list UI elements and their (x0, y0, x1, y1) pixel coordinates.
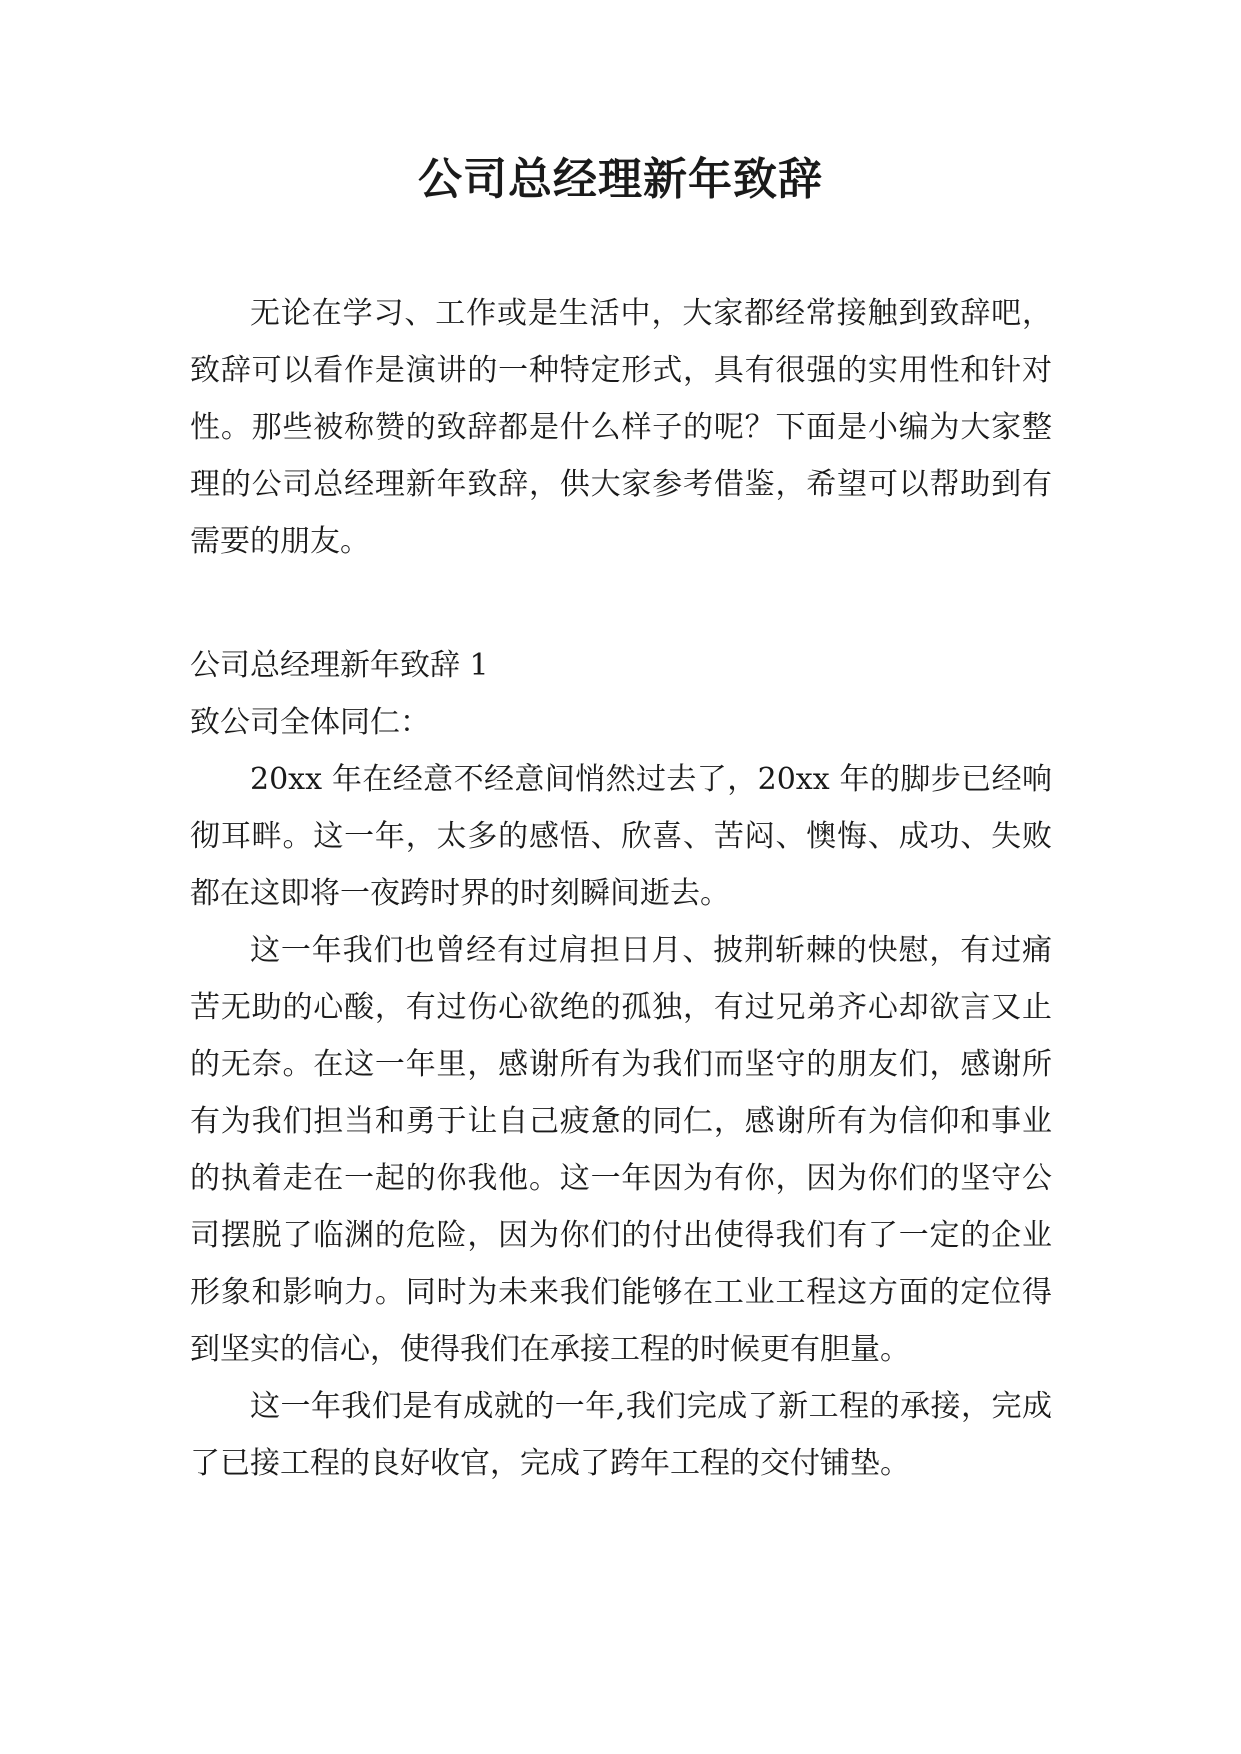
document-title: 公司总经理新年致辞 (418, 154, 823, 205)
salutation: 致公司全体同仁： (190, 705, 430, 740)
intro-paragraph: 无论在学习、工作或是生活中，大家都经常接触到致辞吧，致辞可以看作是演讲的一种特定形式，具有很强的实用性和针对性。那些被称赞的致辞都是什么样子的呢？下面是小编为大家整理的公司总经理新年致辞，供大家参考借鉴，希望可以帮助到有需要的朋友。 (190, 296, 1052, 559)
body-paragraph: 20xx 年在经意不经意间悄然过去了，20xx 年的脚步已经响彻耳畔。这一年，太多的感悟、欣喜、苦闷、懊悔、成功、失败都在这即将一夜跨时界的时刻瞬间逝去。 (190, 762, 1052, 911)
section-heading: 公司总经理新年致辞 1 (190, 648, 489, 683)
body-paragraph: 这一年我们也曾经有过肩担日月、披荆斩棘的快慰，有过痛苦无助的心酸，有过伤心欲绝的孤独，有过兄弟齐心却欲言又止的无奈。在这一年里，感谢所有为我们而坚守的朋友们，感谢所有为我们担当和勇于让自己疲惫的同仁，感谢所有为信仰和事业的执着走在一起的你我他。这一年因为有你，因为你们的坚守公司摆脱了临渊的危险，因为你们的付出使得我们有了一定的企业形象和影响力。同时为未来我们能够在工业工程这方面的定位得到坚实的信心，使得我们在承接工程的时候更有胆量。 (190, 933, 1052, 1367)
body-paragraph: 这一年我们是有成就的一年,我们完成了新工程的承接，完成了已接工程的良好收官，完成了跨年工程的交付铺垫。 (190, 1389, 1052, 1481)
speech-section (190, 637, 1052, 1492)
intro-block (190, 285, 1052, 570)
